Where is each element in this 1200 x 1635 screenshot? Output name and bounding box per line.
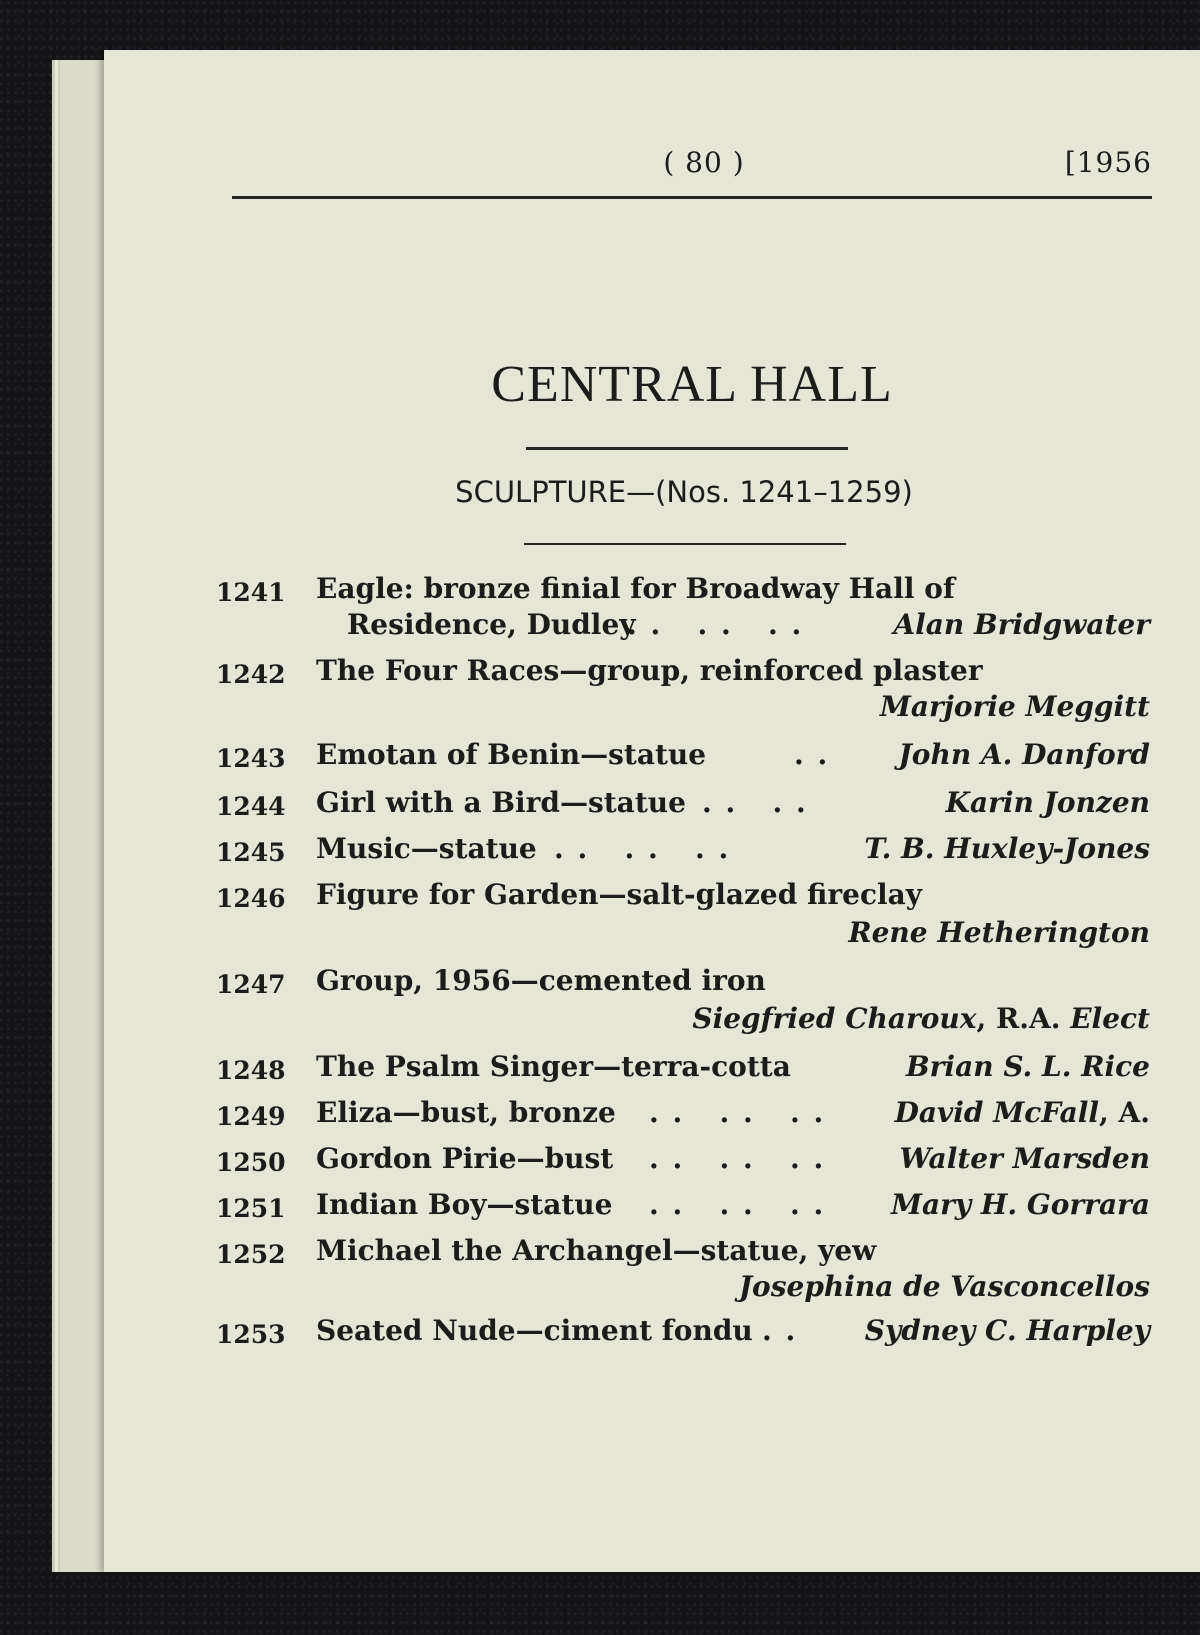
artist-name: Rene Hetherington — [848, 916, 1150, 949]
entry-title: Girl with a Bird—statue — [316, 786, 686, 819]
entry-number: 1246 — [216, 884, 286, 913]
entry-number: 1248 — [216, 1056, 286, 1085]
leader-dots: . . . . . . — [649, 1188, 826, 1221]
section-heading: SCULPTURE—(Nos. 1241–1259) — [455, 475, 913, 509]
artist-name: Mary H. Gorrara — [891, 1188, 1150, 1221]
entry-number: 1247 — [216, 970, 286, 999]
entry-list — [104, 50, 1200, 1572]
entry-title: Eliza—bust, bronze — [316, 1096, 616, 1129]
year-marker: [1956 — [1064, 146, 1152, 179]
leader-dots: . . . . . . — [649, 1142, 826, 1175]
artist-name: T. B. Huxley-Jones — [864, 832, 1150, 865]
leader-dots: . . — [762, 1314, 798, 1347]
entry-number: 1250 — [216, 1148, 286, 1177]
entry-number: 1243 — [216, 744, 286, 773]
artist-name: Josephina de Vasconcellos — [738, 1270, 1150, 1303]
entry-title: Music—statue — [316, 832, 537, 865]
entry-title: Gordon Pirie—bust — [316, 1142, 614, 1175]
artist-name: Walter Marsden — [899, 1142, 1150, 1175]
leader-dots: . . . . . . — [649, 1096, 826, 1129]
entry-number: 1241 — [216, 578, 286, 607]
artist-name-text: David McFall — [894, 1096, 1100, 1129]
artist-name: Karin Jonzen — [945, 786, 1150, 819]
artist-name — [692, 1002, 1150, 1035]
artist-name: Marjorie Meggitt — [879, 690, 1150, 723]
entry-title: Michael the Archangel—statue, yew — [316, 1234, 877, 1267]
entry-title-continued: Residence, Dudley — [347, 608, 636, 641]
leader-dots: . . . . . . — [627, 608, 804, 641]
entry-title: Eagle: bronze finial for Broadway Hall of — [316, 572, 955, 605]
artist-name: Brian S. L. Rice — [906, 1050, 1150, 1083]
artist-name: John A. Danford — [898, 738, 1150, 771]
leader-dots: . . . . — [702, 786, 808, 819]
entry-title: Seated Nude—ciment fondu — [316, 1314, 753, 1347]
entry-title: Group, 1956—cemented iron — [316, 964, 766, 997]
artist-honour: , R.A. — [976, 1002, 1061, 1035]
leader-dots: . . . . . . — [554, 832, 731, 865]
entry-number: 1249 — [216, 1102, 286, 1131]
entry-title: Figure for Garden—salt-glazed fireclay — [316, 878, 923, 911]
entry-number: 1251 — [216, 1194, 286, 1223]
entry-title: Emotan of Benin—statue — [316, 738, 707, 771]
page-number: ( 80 ) — [663, 146, 745, 179]
entry-title: The Psalm Singer—terra-cotta — [316, 1050, 791, 1083]
entry-title: Indian Boy—statue — [316, 1188, 613, 1221]
catalogue-page — [104, 50, 1200, 1572]
artist-name: Sydney C. Harpley — [864, 1314, 1150, 1347]
artist-honour-elect: Elect — [1070, 1002, 1150, 1035]
artist-name: Alan Bridgwater — [893, 608, 1150, 641]
entry-number: 1242 — [216, 660, 286, 689]
artist-name — [895, 1096, 1150, 1129]
entry-number: 1253 — [216, 1320, 286, 1349]
entry-number: 1245 — [216, 838, 286, 867]
artist-honour: , A. — [1099, 1096, 1150, 1129]
entry-number: 1252 — [216, 1240, 286, 1269]
entry-title: The Four Races—group, reinforced plaster — [316, 654, 983, 687]
leader-dots: . . — [794, 738, 830, 771]
hall-title: CENTRAL HALL — [491, 356, 893, 413]
artist-name-text: Siegfried Charoux — [692, 1002, 977, 1035]
entry-number: 1244 — [216, 792, 286, 821]
